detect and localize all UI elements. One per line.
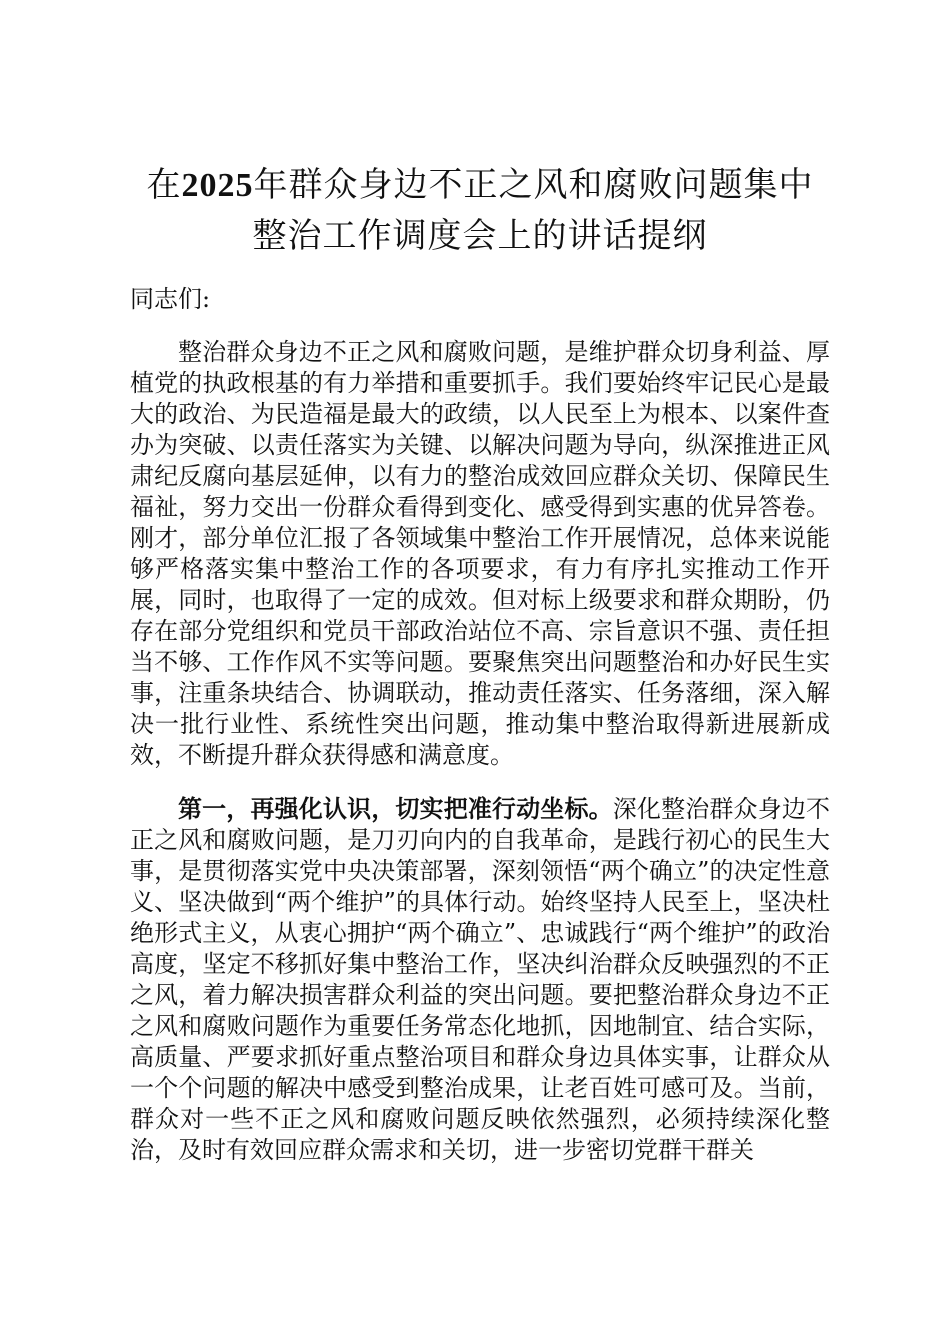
title-line2: 整治工作调度会上的讲话提纲 [252,216,708,256]
title-year: 2025 [181,167,254,204]
salutation: 同志们: [130,285,211,313]
title-prefix: 在 [146,165,182,205]
paragraph-intro: 整治群众身边不正之风和腐败问题，是维护群众切身利益、厚植党的执政根基的有力举措和重要抓手。我们要始终牢记民心是最大的政治、为民造福是最大的政绩，以人民至上为根本、以案件查办为突破、以责任落实为关键、以解决问题为导向，纵深推进正风肃纪反腐向基层延伸，以有力的整治成效回应群众关切、保障民生福祉，努力交出一份群众看得到变化、感受得到实惠的优异答卷。刚才，部分单位汇报了各领域集中整治工作开展情况，总体来说能够严格落实集中整治工作的各项要求，有力有序扎实推动工作开展，同时，也取得了一定的成效。但对标上级要求和群众期盼，仍存在部分党组织和党员干部政治站位不高、宗旨意识不强、责任担当不够、工作作风不实等问题。要聚焦突出问题整治和办好民生实事，注重条块结合、协调联动，推动责任落实、任务落细，深入解决一批行业性、系统性突出问题，推动集中整治取得新进展新成效，不断提升群众获得感和满意度。 [130,338,830,769]
document-title [130,160,830,261]
paragraph-section-1 [130,793,830,1166]
document-page [130,160,830,1188]
section-1-body: 深化整治群众身边不正之风和腐败问题，是刀刃向内的自我革命，是践行初心的民生大事，是贯彻落实党中央决策部署，深刻领悟“两个确立”的决定性意义、坚决做到“两个维护”的具体行动。始终坚持人民至上，坚决杜绝形式主义，从衷心拥护“两个确立”、忠诚践行“两个维护”的政治高度，坚定不移抓好集中整治工作，坚决纠治群众反映强烈的不正之风，着力解决损害群众利益的突出问题。要把整治群众身边不正之风和腐败问题作为重要任务常态化地抓，因地制宜、结合实际，高质量、严要求抓好重点整治项目和群众身边具体实事，让群众从一个个问题的解决中感受到整治成果，让老百姓可感可及。当前，群众对一些不正之风和腐败问题反映依然强烈，必须持续深化整治，及时有效回应群众需求和关切，进一步密切党群干群关 [130,795,831,1164]
section-1-heading: 第一，再强化认识，切实把准行动坐标。 [178,794,613,823]
title-line1-rest: 年群众身边不正之风和腐败问题集中 [253,165,814,205]
